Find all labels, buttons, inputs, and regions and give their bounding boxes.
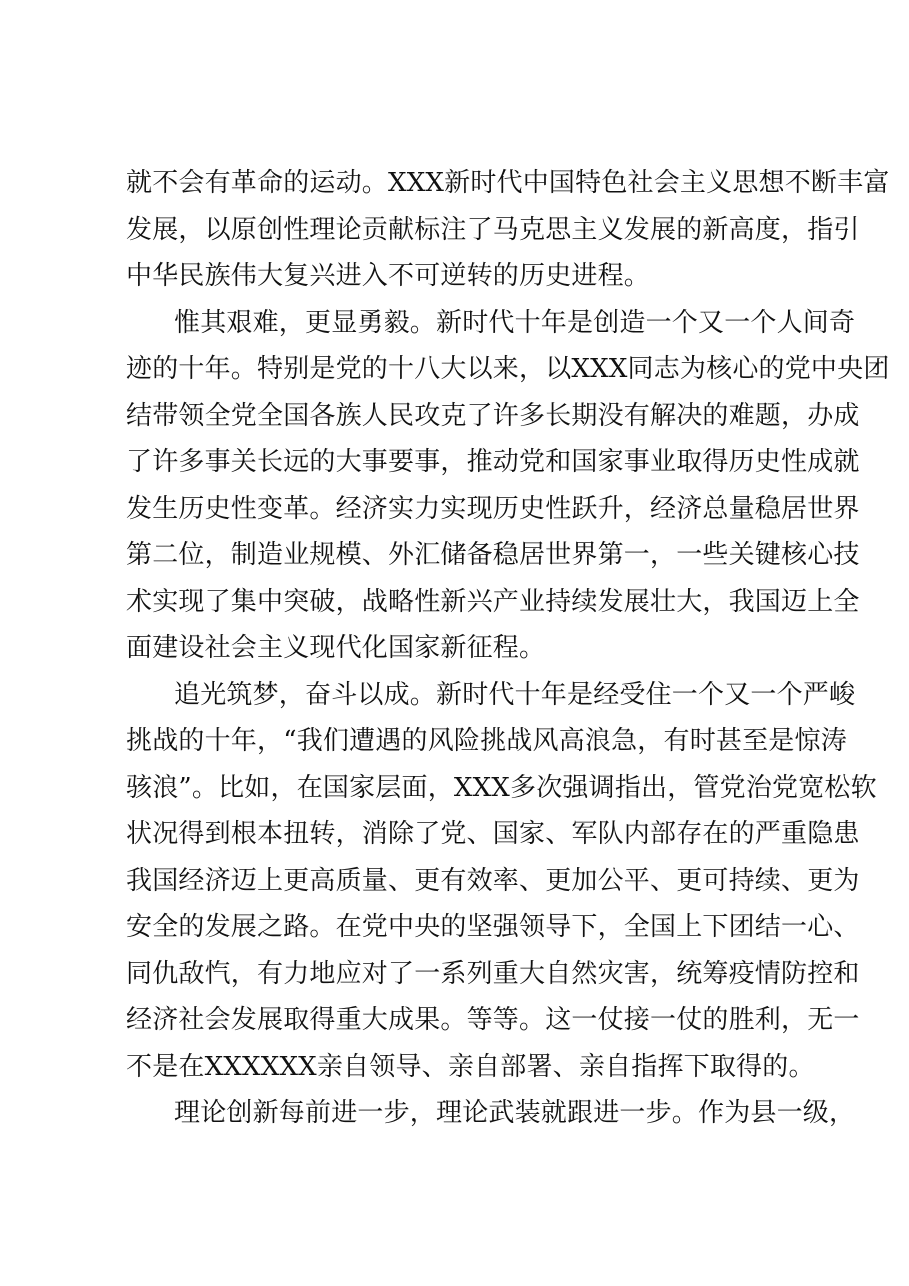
text-line: 面建设社会主义现代化国家新征程。 bbox=[126, 633, 546, 663]
text-line: 就不会有革命的运动。XXX新时代中国特色社会主义思想不断丰富 bbox=[126, 168, 890, 198]
paragraph-first-line: 追光筑梦，奋斗以成。新时代十年是经受住一个又一个严峻 bbox=[174, 679, 856, 710]
text-line: 结带领全党全国各族人民攻克了许多长期没有解决的难题，办成 bbox=[126, 400, 860, 431]
text-line: 发展，以原创性理论贡献标注了马克思主义发展的新高度，指引 bbox=[126, 214, 860, 245]
text-line: 骇浪”。比如，在国家层面，XXX多次强调指出，管党治党宽松软 bbox=[126, 772, 877, 803]
text-line: 中华民族伟大复兴进入不可逆转的历史进程。 bbox=[126, 261, 651, 291]
text-line: 第二位，制造业规模、外汇储备稳居世界第一，一些关键核心技 bbox=[126, 540, 860, 570]
text-line: 术实现了集中突破，战略性新兴产业持续发展壮大，我国迈上全 bbox=[126, 586, 860, 617]
text-line: 状况得到根本扭转，消除了党、国家、军队内部存在的严重隐患 bbox=[126, 819, 860, 849]
paragraph-first-line: 惟其艰难，更显勇毅。新时代十年是创造一个又一个人间奇 bbox=[174, 307, 856, 338]
document-body bbox=[126, 160, 890, 1137]
text-line: 迹的十年。特别是党的十八大以来，以XXX同志为核心的党中央团 bbox=[126, 354, 890, 384]
text-line: 挑战的十年，“我们遭遇的风险挑战风高浪急，有时甚至是惊涛 bbox=[126, 726, 847, 756]
text-line: 经济社会发展取得重大成果。等等。这一仗接一仗的胜利，无一 bbox=[126, 1005, 860, 1035]
paragraph-first-line: 理论创新每前进一步，理论武装就跟进一步。作为县一级， bbox=[174, 1098, 856, 1128]
text-line: 不是在XXXXXX亲自领导、亲自部署、亲自指挥下取得的。 bbox=[126, 1051, 815, 1082]
text-line: 同仇敌忾，有力地应对了一系列重大自然灾害，统筹疫情防控和 bbox=[126, 958, 860, 989]
text-line: 我国经济迈上更高质量、更有效率、更加公平、更可持续、更为 bbox=[126, 865, 860, 896]
text-line: 安全的发展之路。在党中央的坚强领导下，全国上下团结一心、 bbox=[126, 912, 860, 942]
text-line: 发生历史性变革。经济实力实现历史性跃升，经济总量稳居世界 bbox=[126, 493, 860, 524]
text-line: 了许多事关长远的大事要事，推动党和国家事业取得历史性成就 bbox=[126, 447, 860, 477]
